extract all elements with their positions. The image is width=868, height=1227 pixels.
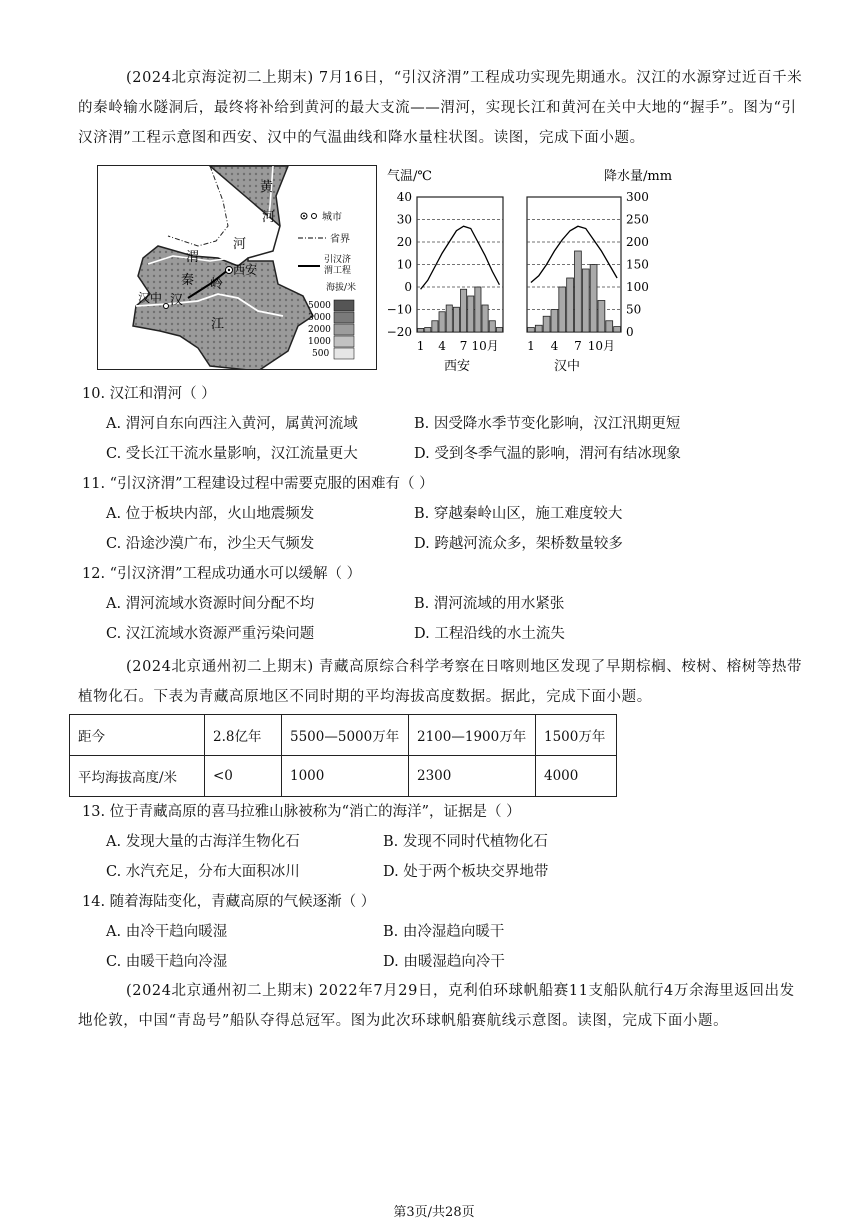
- precip-bar: [439, 312, 445, 332]
- map-label-he1: 河: [262, 210, 276, 225]
- x-tick-label: 10月: [587, 339, 616, 353]
- x-tick-label: 7: [459, 339, 468, 353]
- precip-bar: [418, 328, 424, 332]
- precip-bar: [461, 289, 467, 332]
- legend-project-line1: 引汉济: [324, 255, 352, 265]
- legend-alt-1000: 1000: [308, 337, 331, 347]
- table-row: [70, 715, 617, 756]
- question-10-stem: 10. 汉江和渭河（ ）: [82, 386, 216, 402]
- precip-bar: [475, 287, 481, 332]
- legend-project-label: [324, 253, 354, 276]
- table-cell: 平均海拔高度/米: [70, 756, 205, 797]
- map-label-han: 汉: [170, 293, 184, 308]
- table-cell: 2300: [409, 756, 536, 797]
- map-label-qin: 秦: [181, 273, 195, 288]
- x-tick-label: 1: [527, 339, 535, 353]
- intro-paragraph-1: (2024北京海淀初二上期末) 7月16日，“引汉济渭”工程成功实现先期通水。汉江的水源穿过近百千米的秦岭输水隧洞后，最终将补给到黄河的最大支流——渭河，实现长江和黄河在关中大地的“握手”。图为“引汉济渭”工程示意图和西安、汉中的气温曲线和降水量柱状图。读图，完成下面小题。: [78, 70, 803, 146]
- q13-option-d[interactable]: D. 处于两个板块交界地带: [383, 864, 549, 880]
- precip-bar: [551, 310, 558, 333]
- legend-project-line2: 渭工程: [324, 266, 352, 276]
- q13-option-c[interactable]: C. 水汽充足，分布大面积冰川: [106, 864, 300, 880]
- precip-bar: [582, 269, 589, 332]
- precip-bar: [567, 278, 574, 332]
- question-12-stem: 12. “引汉济渭”工程成功通水可以缓解（ ）: [82, 566, 362, 582]
- chart-xian: [417, 197, 503, 353]
- precip-bar: [543, 316, 550, 332]
- question-14-stem: 14. 随着海陆变化，青藏高原的气候逐渐（ ）: [82, 894, 376, 910]
- map-legend: [298, 210, 356, 359]
- precip-bar: [482, 305, 488, 332]
- precip-bar: [432, 321, 438, 332]
- y-left-tick-label: 10: [396, 257, 412, 272]
- map-label-xian: 西安: [233, 263, 258, 277]
- legend-altitude-title: 海拔/米: [326, 283, 357, 293]
- x-tick-label: 10月: [471, 339, 499, 353]
- q11-option-c[interactable]: C. 沿途沙漠广布，沙尘天气频发: [106, 536, 315, 552]
- precip-bar: [468, 296, 474, 332]
- yinhanjiwei-map: [97, 165, 377, 370]
- table-cell: 1500万年: [536, 715, 617, 756]
- table-cell: 2100—1900万年: [409, 715, 536, 756]
- y-left-tick-label: 0: [404, 280, 412, 294]
- q10-option-b[interactable]: B. 因受降水季节变化影响，汉江汛期更短: [414, 416, 681, 432]
- intro-paragraph-3: (2024北京通州初二上期末) 2022年7月29日，克利伯环球帆船赛11支船队航行4万余海里返回出发地伦敦，中国“青岛号”船队夺得总冠军。图为此次环球帆船赛航线示意图。读图，完成下面小题。: [78, 983, 795, 1029]
- precip-bar: [575, 251, 582, 332]
- precip-bar: [453, 307, 459, 332]
- legend-alt-3000: 3000: [308, 313, 331, 323]
- y-left-tick-label: −10: [386, 302, 412, 317]
- q13-option-b[interactable]: B. 发现不同时代植物化石: [383, 834, 548, 850]
- map-label-wei: 渭: [186, 250, 200, 265]
- y-right-tick-label: 300: [626, 190, 649, 204]
- precip-bar: [489, 321, 495, 332]
- province-shape: [133, 166, 313, 370]
- temperature-line: [531, 226, 617, 282]
- precip-bar: [606, 321, 613, 332]
- chart-title-xian: 西安: [443, 359, 471, 374]
- precip-bar: [496, 328, 502, 333]
- q11-option-a[interactable]: A. 位于板块内部，火山地震频发: [106, 506, 315, 522]
- map-label-ling: 岭: [210, 277, 224, 292]
- y-right-tick-label: 0: [626, 325, 634, 339]
- x-tick-label: 4: [438, 339, 446, 353]
- q13-option-a[interactable]: A. 发现大量的古海洋生物化石: [106, 834, 300, 850]
- q12-option-c[interactable]: C. 汉江流域水资源严重污染问题: [106, 626, 315, 642]
- chart-title-hanzhong: 汉中: [553, 359, 581, 374]
- map-label-hanzhong: 汉中: [138, 291, 163, 305]
- q11-option-b[interactable]: B. 穿越秦岭山区，施工难度较大: [414, 506, 623, 522]
- y-right-ticks: [626, 190, 649, 339]
- precip-bar: [559, 287, 566, 332]
- q12-option-a[interactable]: A. 渭河流域水资源时间分配不均: [106, 596, 315, 612]
- page-footer: 第3页/共28页: [393, 1205, 475, 1220]
- precip-bar: [425, 328, 431, 333]
- y-left-ticks: [387, 190, 412, 339]
- x-tick-label: 4: [550, 339, 559, 353]
- table-cell: <0: [205, 756, 282, 797]
- q12-option-d[interactable]: D. 工程沿线的水土流失: [414, 626, 565, 642]
- y-left-tick-label: 40: [396, 190, 412, 204]
- map-label-huang: 黄: [260, 180, 274, 195]
- q14-option-b[interactable]: B. 由冷湿趋向暖干: [383, 924, 505, 940]
- hanzhong-city-icon: [164, 304, 169, 309]
- legend-city-label: 城市: [322, 212, 342, 223]
- precip-bar: [614, 327, 621, 332]
- table-row: [70, 756, 617, 797]
- y-left-tick-label: −20: [386, 325, 412, 339]
- table-cell: 2.8亿年: [205, 715, 282, 756]
- table-cell: 1000: [282, 756, 409, 797]
- table-cell: 4000: [536, 756, 617, 797]
- y-right-tick-label: 100: [626, 280, 649, 294]
- precip-bar: [590, 265, 597, 333]
- q10-option-a[interactable]: A. 渭河自东向西注入黄河，属黄河流域: [106, 416, 358, 432]
- q14-option-a[interactable]: A. 由冷干趋向暖湿: [106, 924, 228, 940]
- x-tick-label: 7: [574, 339, 582, 353]
- precip-bar: [446, 305, 452, 332]
- legend-alt-2000: 2000: [308, 325, 331, 335]
- y-left-tick-label: 20: [396, 235, 412, 249]
- q14-option-d[interactable]: D. 由暖湿趋向冷干: [383, 954, 505, 970]
- climate-charts: [382, 165, 687, 380]
- question-13-stem: 13. 位于青藏高原的喜马拉雅山脉被称为“消亡的海洋”，证据是（ ）: [82, 804, 521, 820]
- y-right-tick-label: 150: [626, 257, 649, 272]
- y-right-tick-label: 250: [626, 212, 649, 227]
- q11-option-d[interactable]: D. 跨越河流众多，架桥数量较多: [414, 536, 623, 552]
- map-label-he2: 河: [233, 237, 247, 252]
- question-11-stem: 11. “引汉济渭”工程建设过程中需要克服的困难有（ ）: [82, 476, 434, 492]
- q10-option-d[interactable]: D. 受到冬季气温的影响，渭河有结冰现象: [414, 446, 681, 462]
- table-cell: 距今: [70, 715, 205, 756]
- altitude-table: [69, 714, 617, 797]
- precip-bar: [598, 301, 605, 333]
- table-cell: 5500—5000万年: [282, 715, 409, 756]
- y-right-tick-label: 50: [626, 302, 642, 317]
- temperature-line: [421, 226, 500, 289]
- legend-alt-5000: 5000: [308, 301, 331, 311]
- precip-bar: [528, 328, 535, 333]
- y-left-label: 气温/℃: [387, 169, 432, 184]
- y-right-label: 降水量/mm: [604, 169, 673, 184]
- q14-option-c[interactable]: C. 由暖干趋向冷湿: [106, 954, 228, 970]
- map-label-jiang: 江: [211, 317, 225, 332]
- x-tick-label: 1: [416, 339, 425, 353]
- y-right-tick-label: 200: [626, 235, 649, 249]
- legend-alt-500: 500: [312, 349, 330, 359]
- chart-hanzhong: [527, 197, 621, 353]
- q12-option-b[interactable]: B. 渭河流域的用水紧张: [414, 596, 565, 612]
- q10-option-c[interactable]: C. 受长江干流水量影响，汉江流量更大: [106, 446, 358, 462]
- precip-bar: [535, 325, 542, 332]
- intro-paragraph-2: (2024北京通州初二上期末) 青藏高原综合科学考察在日喀则地区发现了早期棕榈、桉树、榕树等热带植物化石。下表为青藏高原地区不同时期的平均海拔高度数据。据此，完成下面小题。: [78, 659, 803, 705]
- y-left-tick-label: 30: [396, 212, 412, 227]
- legend-border-label: 省界: [330, 234, 350, 245]
